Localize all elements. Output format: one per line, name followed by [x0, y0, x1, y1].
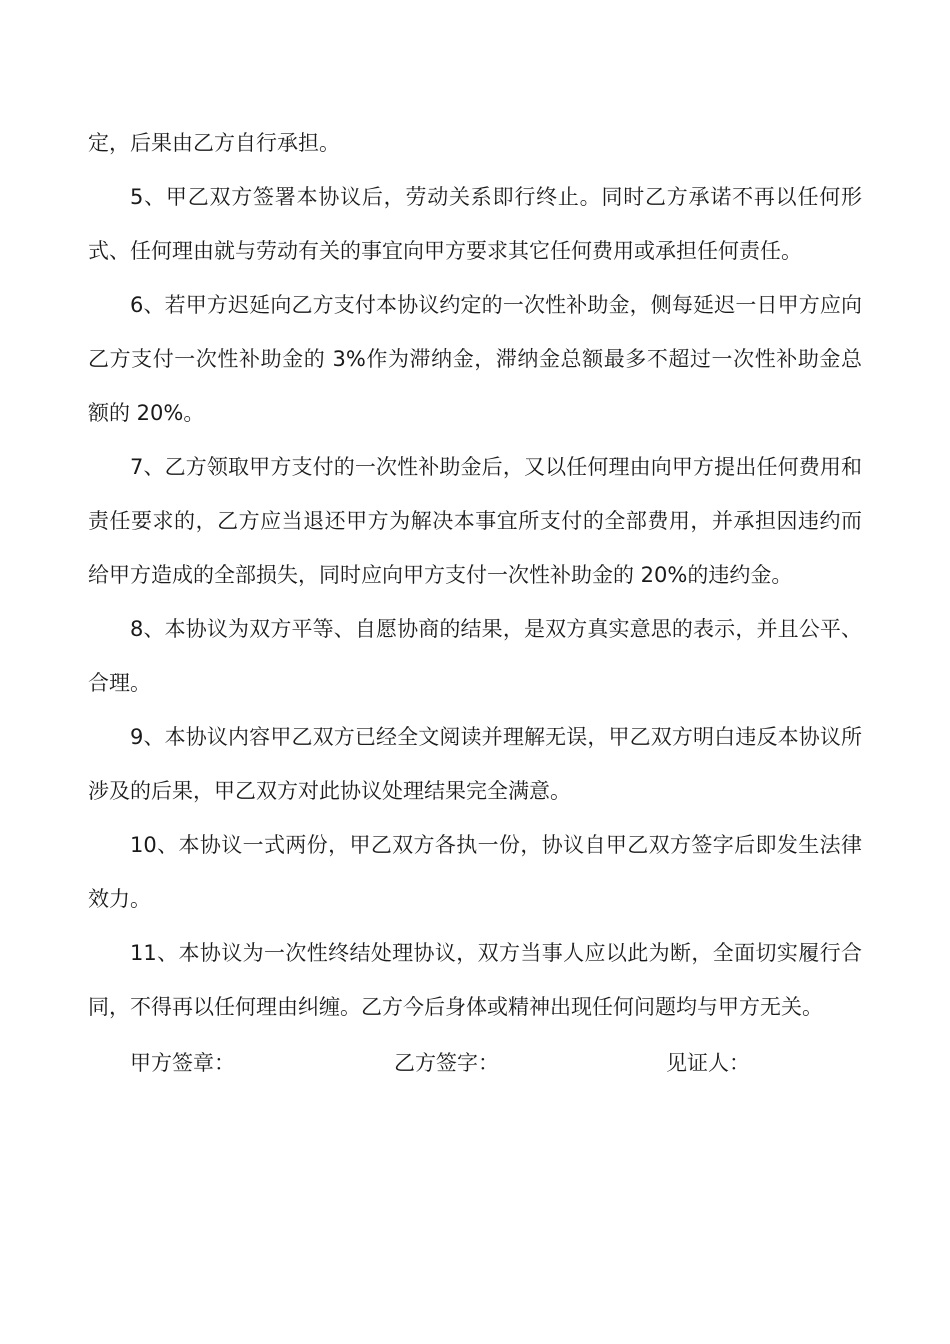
document-page: [88, 116, 862, 1090]
party-b-signature-label: 乙方签字：: [394, 1051, 499, 1075]
clause-7: 7、乙方领取甲方支付的一次性补助金后，又以任何理由向甲方提出任何费用和责任要求的，乙方应当退还甲方为解决本事宜所支付的全部费用，并承担因违约而给甲方造成的全部损失，同时应向甲方支付一次性补助金的 20%的违约金。: [88, 455, 862, 587]
continued-paragraph: 定，后果由乙方自行承担。: [88, 131, 340, 155]
clause-9: 9、本协议内容甲乙双方已经全文阅读并理解无误，甲乙双方明白违反本协议所涉及的后果，甲乙双方对此协议处理结果完全满意。: [88, 725, 862, 803]
clause-8: 8、本协议为双方平等、自愿协商的结果，是双方真实意思的表示，并且公平、合理。: [88, 617, 862, 695]
clause-6: 6、若甲方迟延向乙方支付本协议约定的一次性补助金，侧每延迟一日甲方应向乙方支付一次性补助金的 3%作为滞纳金，滞纳金总额最多不超过一次性补助金总额的 20%。: [88, 293, 862, 425]
clause-5: 5、甲乙双方签署本协议后，劳动关系即行终止。同时乙方承诺不再以任何形式、任何理由就与劳动有关的事宜向甲方要求其它任何费用或承担任何责任。: [88, 185, 862, 263]
clause-11: 11、本协议为一次性终结处理协议，双方当事人应以此为断，全面切实履行合同，不得再以任何理由纠缠。乙方今后身体或精神出现任何问题均与甲方无关。: [88, 941, 862, 1019]
witness-signature-label: 见证人：: [666, 1051, 750, 1075]
party-a-signature-label: 甲方签章：: [130, 1051, 235, 1075]
signature-row: [88, 1036, 862, 1090]
clause-10: 10、本协议一式两份，甲乙双方各执一份，协议自甲乙双方签字后即发生法律效力。: [88, 833, 862, 911]
